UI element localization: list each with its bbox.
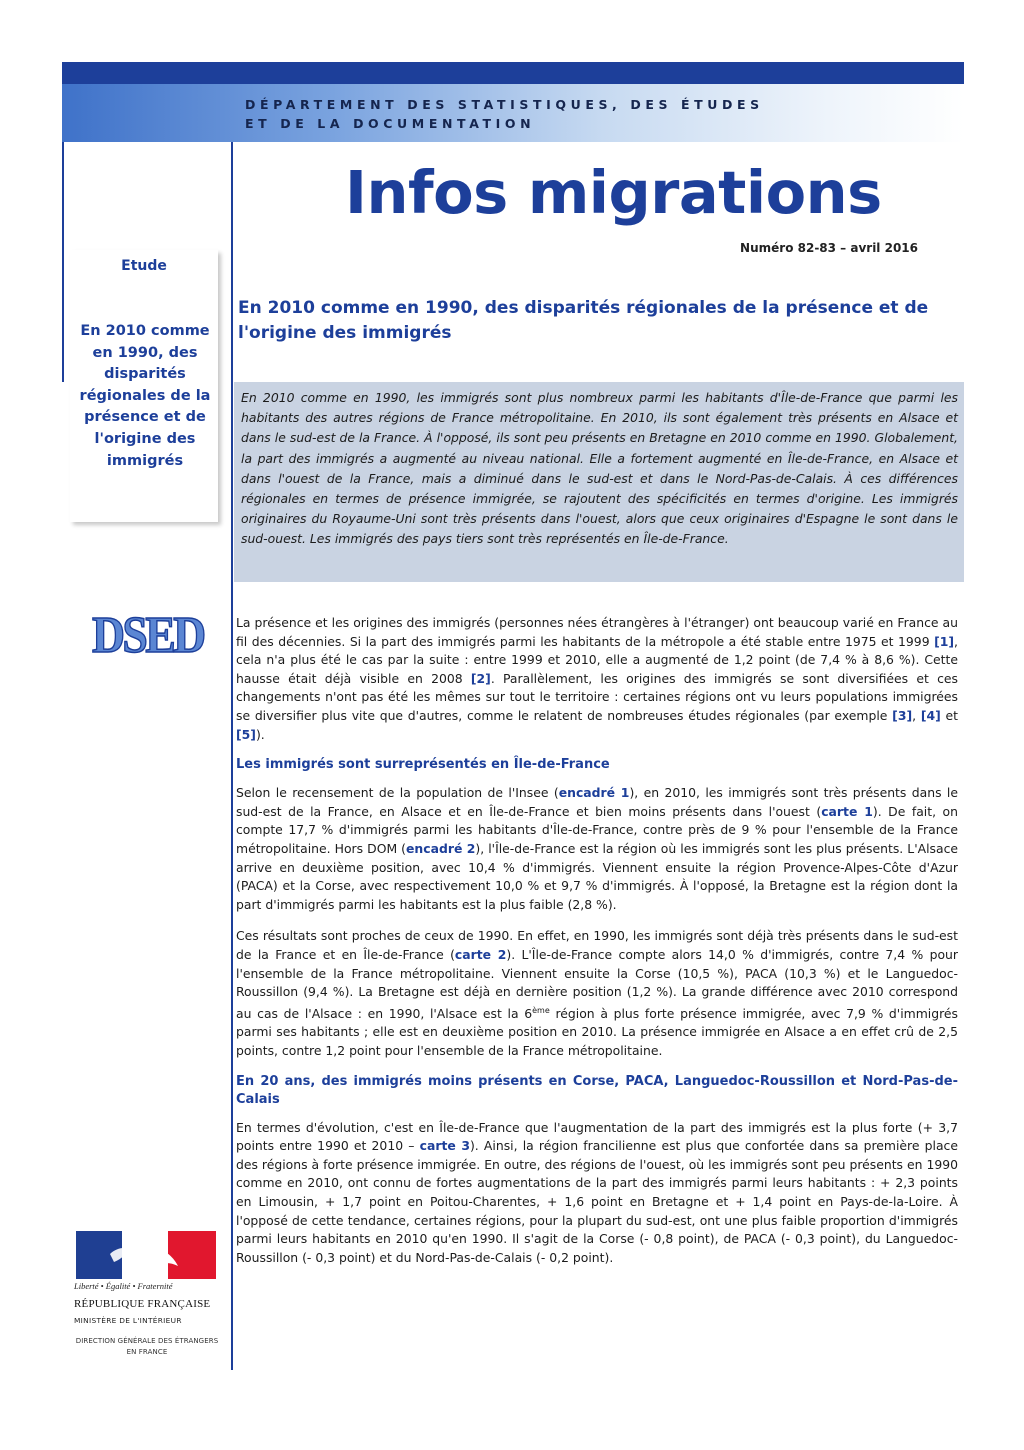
encadre-1-link[interactable]: encadré 1 xyxy=(558,785,630,801)
text-run: ), l'Île-de-France est la région où les immigrés sont les plus présents. L'Alsace arrive en deuxième position, avec 10,4 % d'immigrés. Viennent ensuite la région Provence-Alpes-Côte d'Azur (PACA) et la Corse, avec respectivement 10,0 % et 9,7 % d'immigrés. À l'opposé, la Bretagne est la région dont la part d'immigrés parmi les habitants est la plus faible (2,8 %). xyxy=(236,840,959,912)
text-run: région à plus forte présence immigrée, avec 7,9 % d'immigrés parmi ses habitants ; elle est en deuxième position en 2010. La présence immigrée en Alsace a en effet crû de 2,5 points, contre 1,2 point pour l'ensemble de la France métropolitaine. xyxy=(236,1005,958,1058)
text-run: Ces résultats sont proches de ceux de 1990. En effet, en 1990, les immigrés sont déjà très présents dans le sud-est de la France et en Île-de-France ( xyxy=(236,928,958,962)
department-name xyxy=(245,95,764,133)
publication-title: Infos migrations xyxy=(345,158,882,227)
department-line-1: DÉPARTEMENT DES STATISTIQUES, DES ÉTUDES xyxy=(245,97,764,112)
section-heading-1: Les immigrés sont surreprésentés en Île-de-France xyxy=(236,757,610,773)
ministry-name: MINISTÈRE DE L'INTÉRIEUR xyxy=(74,1316,182,1325)
paragraph-intro xyxy=(236,614,958,744)
left-border xyxy=(62,142,64,382)
reference-link-2[interactable]: [2] xyxy=(470,670,491,686)
vertical-divider xyxy=(231,142,233,1370)
flag-red-band xyxy=(168,1231,216,1279)
reference-link-3[interactable]: [3] xyxy=(892,707,913,723)
text-run: ), en 2010, les immigrés sont très présents dans le sud-est de la France, en Alsace et en Île-de-France et bien moins présents dans l'ouest ( xyxy=(236,785,958,819)
paragraph-evolution xyxy=(236,1119,958,1268)
section-heading-2: En 20 ans, des immigrés moins présents en Corse, PACA, Languedoc-Roussillon et Nord-Pas-de-Calais xyxy=(236,1073,958,1107)
header-top-bar xyxy=(62,62,964,84)
text-run: Selon le recensement de la population de l'Insee ( xyxy=(236,785,559,801)
text-run: ). L'Île-de-France compte alors 14,0 % d'immigrés, contre 7,4 % pour l'ensemble de la France métropolitaine. Viennent ensuite la Corse (10,5 %), PACA (10,3 %) et le Languedoc-Roussillon (9,4 %). La Bretagne est déjà en dernière position (1,2 %). La grande différence avec 2010 correspond au cas de l'Alsace : en 1990, l'Alsace est la 6 xyxy=(236,946,958,1021)
text-run: , cela n'a plus été le cas par la suite : entre 1999 et 2010, elle a augmenté de 1,2 point (de 7,4 % à 8,6 %). Cette hausse était déjà visible en 2008 xyxy=(236,633,958,686)
abstract-box xyxy=(234,382,964,582)
sidebar-title: En 2010 comme en 1990, des disparités régionales de la présence et de l'origine des immigrés xyxy=(79,323,211,469)
text-run: , xyxy=(912,707,921,723)
sidebar-label: Etude xyxy=(121,258,167,274)
department-line-2: ET DE LA DOCUMENTATION xyxy=(245,116,536,131)
text-run: En termes d'évolution, c'est en Île-de-France que l'augmentation de la part des immigrés est la plus forte (+ 3,7 points entre 1990 et 2010 – xyxy=(236,1119,958,1154)
text-run: ). De fait, on compte 17,7 % d'immigrés parmi les habitants d'Île-de-France, contre près de 9 % pour l'ensemble de la France métropolitaine. Hors DOM ( xyxy=(236,803,958,856)
issue-number: Numéro 82-83 – avril 2016 xyxy=(740,241,918,255)
directorate-name: DIRECTION GÉNÉRALE DES ÉTRANGERS EN FRANCE xyxy=(75,1337,219,1356)
text-run: et xyxy=(940,707,958,723)
carte-3-link[interactable]: carte 3 xyxy=(419,1138,470,1154)
text-run: La présence et les origines des immigrés (personnes nées étrangères à l'étranger) ont beaucoup varié en France au fil des décennies. Si la part des immigrés parmi les habitants de la métropole a été stable entre 1975 et 1999 xyxy=(236,615,958,649)
abstract-text: En 2010 comme en 1990, les immigrés sont plus nombreux parmi les habitants d'Île-de-France que parmi les habitants des autres régions de France métropolitaine. En 2010, ils sont également très présents en Alsace et dans le sud-est de la France. À l'opposé, ils sont peu présents en Bretagne en 2010 comme en 1990. Globalement, la part des immigrés a augmenté au niveau national. Elle a fortement augmenté en Île-de-France, en Alsace et dans l'ouest de la France, mais a diminué dans le sud-est et dans le Nord-Pas-de-Calais. À ces différences régionales en termes de présence immigrée, se rajoutent des spécificités en termes d'origine. Les immigrés originaires du Royaume-Uni sont très présents dans l'ouest, alors que ceux originaires d'Espagne le sont dans le sud-ouest. Les immigrés des pays tiers sont très représentés en Île-de-France. xyxy=(241,390,958,547)
carte-2-link[interactable]: carte 2 xyxy=(454,946,507,962)
republic-motto: Liberté • Égalité • Fraternité xyxy=(74,1281,173,1291)
text-run: ). Ainsi, la région francilienne est plus que confortée dans sa première place des régions à forte présence immigrée. En outre, des régions de l'ouest, où les immigrés sont peu présents en 1990 comme en 2010, ont connu de fortes augmentations de la part des immigrés parmi leurs habitants : + 2,3 points en Limousin, + 1,7 point en Poitou-Charentes, + 1,6 point en Bretagne et + 1,4 point en Pays-de-la-Loire. À l'opposé de cette tendance, certaines régions, pour la plupart du sud-est, ont une plus faible proportion d'immigrés parmi leurs habitants en 2010 qu'en 1990. Il s'agit de la Corse (- 0,8 point), de PACA (- 0,3 point), du Languedoc-Roussillon (- 0,3 point) et du Nord-Pas-de-Calais (- 0,2 point). xyxy=(236,1138,958,1265)
text-run: ). xyxy=(255,726,265,742)
dsed-logo: DSED xyxy=(92,607,204,664)
superscript: ème xyxy=(532,1005,550,1015)
carte-1-link[interactable]: carte 1 xyxy=(821,803,873,819)
republic-name: RÉPUBLIQUE FRANÇAISE xyxy=(74,1298,211,1310)
paragraph-1990 xyxy=(236,927,958,1060)
text-run: . Parallèlement, les origines des immigrés se sont diversifiées et ces changements n'ont pas été les mêmes sur tout le territoire : certaines régions ont vu leurs populations immigrées se diversifier plus vite que d'autres, comme le relatent de nombreuses études régionales (par exemple xyxy=(236,670,958,723)
encadre-2-link[interactable]: encadré 2 xyxy=(406,840,476,856)
article-body xyxy=(236,614,958,1267)
paragraph-2010 xyxy=(236,784,958,914)
reference-link-1[interactable]: [1] xyxy=(934,633,955,649)
reference-link-5[interactable]: [5] xyxy=(236,726,256,742)
article-headline: En 2010 comme en 1990, des disparités régionales de la présence et de l'origine des immigrés xyxy=(238,298,929,343)
reference-link-4[interactable]: [4] xyxy=(920,707,941,723)
